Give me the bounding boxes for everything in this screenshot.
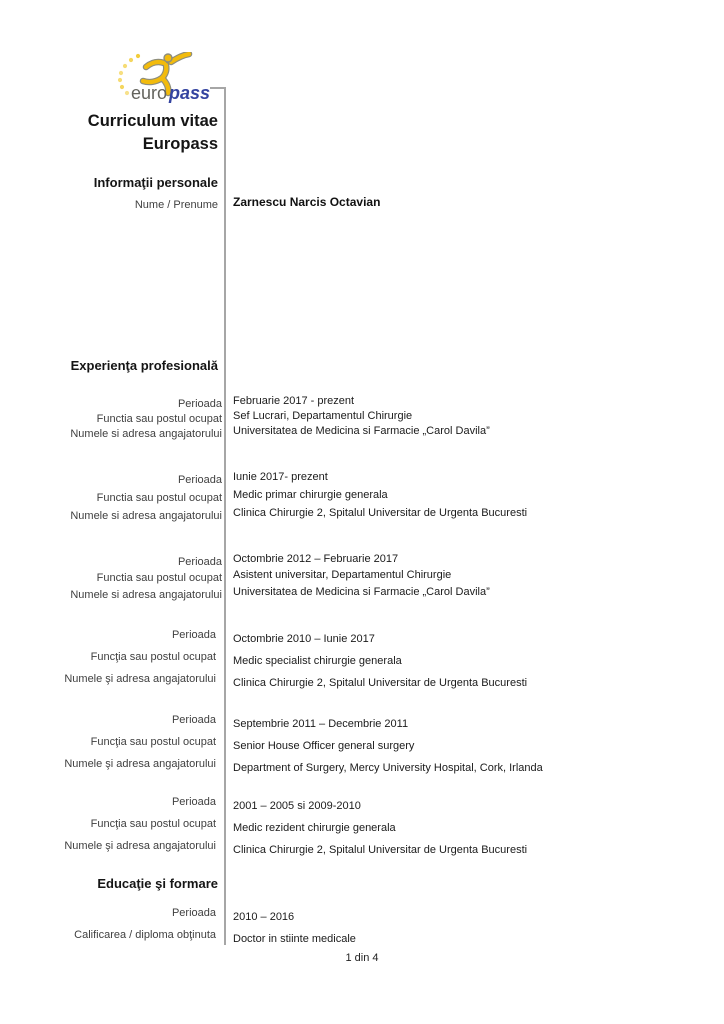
period-row: [0, 471, 724, 490]
period-label: Perioada: [177, 398, 222, 410]
period-value: Octombrie 2010 – Iunie 2017: [233, 633, 375, 645]
position-value: Senior House Officer general surgery: [233, 740, 415, 752]
document-title-line2: Europass: [142, 135, 218, 153]
employer-label: Numele si adresa angajatorului: [70, 510, 222, 522]
logo-connector-line: [210, 87, 224, 89]
position-value: Medic rezident chirurgie generala: [233, 822, 396, 834]
position-row: [0, 651, 724, 667]
name-label: Nume / Prenume: [134, 199, 218, 211]
page-number: 1 din 4: [345, 952, 379, 964]
employer-row: [0, 673, 724, 689]
document-title-line1: Curriculum vitae: [87, 112, 218, 130]
employer-value: Universitatea de Medicina si Farmacie „Carol Davila”: [233, 586, 490, 598]
employer-value: Clinica Chirurgie 2, Spitalul Universitar de Urgenta Bucuresti: [233, 677, 528, 689]
period-label: Perioada: [171, 907, 216, 919]
position-label: Funcţia sau postul ocupat: [90, 736, 216, 748]
employer-label: Numele şi adresa angajatorului: [64, 758, 216, 770]
qualification-row: [0, 929, 724, 945]
section-heading-experience: Experienţa profesională: [70, 358, 218, 373]
position-label: Funcţia sau postul ocupat: [90, 818, 216, 830]
employer-label: Numele si adresa angajatorului: [70, 589, 222, 601]
period-label: Perioada: [171, 796, 216, 808]
logo-text-pass: pass: [169, 83, 211, 103]
period-row: [0, 796, 724, 812]
period-value: 2010 – 2016: [233, 911, 295, 923]
employer-value: Universitatea de Medicina si Farmacie „Carol Davila”: [233, 425, 490, 437]
position-row: [0, 489, 724, 508]
qualification-value: Doctor in stiinte medicale: [233, 933, 356, 945]
period-row: [0, 907, 724, 923]
period-value: 2001 – 2005 si 2009-2010: [233, 800, 361, 812]
period-value: Iunie 2017- prezent: [233, 471, 328, 483]
employer-value: Clinica Chirurgie 2, Spitalul Universitar de Urgenta Bucuresti: [233, 507, 528, 519]
position-value: Asistent universitar, Departamentul Chirurgie: [233, 569, 452, 581]
period-value: Octombrie 2012 – Februarie 2017: [233, 553, 399, 565]
position-row: [0, 736, 724, 752]
position-label: Functia sau postul ocupat: [96, 492, 222, 504]
employer-value: Department of Surgery, Mercy University Hospital, Cork, Irlanda: [233, 762, 543, 774]
europass-logo-graphic: [116, 52, 218, 104]
position-label: Functia sau postul ocupat: [96, 572, 222, 584]
employer-row: [0, 425, 724, 444]
qualification-label: Calificarea / diploma obţinuta: [74, 929, 216, 941]
position-value: Medic specialist chirurgie generala: [233, 655, 402, 667]
employer-row: [0, 507, 724, 526]
position-row: [0, 818, 724, 834]
employer-row: [0, 758, 724, 774]
employer-row: [0, 586, 724, 605]
employer-label: Numele si adresa angajatorului: [70, 428, 222, 440]
employer-label: Numele şi adresa angajatorului: [64, 673, 216, 685]
section-heading-education: Educaţie şi formare: [97, 876, 218, 891]
position-label: Funcţia sau postul ocupat: [90, 651, 216, 663]
period-row: [0, 629, 724, 645]
document-title: [0, 110, 218, 156]
period-label: Perioada: [171, 629, 216, 641]
employer-label: Numele şi adresa angajatorului: [64, 840, 216, 852]
logo-text-euro: euro: [131, 83, 168, 103]
position-label: Functia sau postul ocupat: [96, 413, 222, 425]
europass-logo: [116, 52, 218, 104]
period-value: Februarie 2017 - prezent: [233, 395, 355, 407]
period-label: Perioada: [177, 474, 222, 486]
position-value: Sef Lucrari, Departamentul Chirurgie: [233, 410, 413, 422]
period-value: Septembrie 2011 – Decembrie 2011: [233, 718, 409, 730]
period-label: Perioada: [171, 714, 216, 726]
position-value: Medic primar chirurgie generala: [233, 489, 388, 501]
employer-value: Clinica Chirurgie 2, Spitalul Universitar de Urgenta Bucuresti: [233, 844, 528, 856]
name-value: Zarnescu Narcis Octavian: [233, 195, 381, 209]
name-row: [0, 195, 724, 215]
period-row: [0, 714, 724, 730]
period-label: Perioada: [177, 556, 222, 568]
employer-row: [0, 840, 724, 856]
section-heading-personal: Informaţii personale: [93, 175, 218, 190]
